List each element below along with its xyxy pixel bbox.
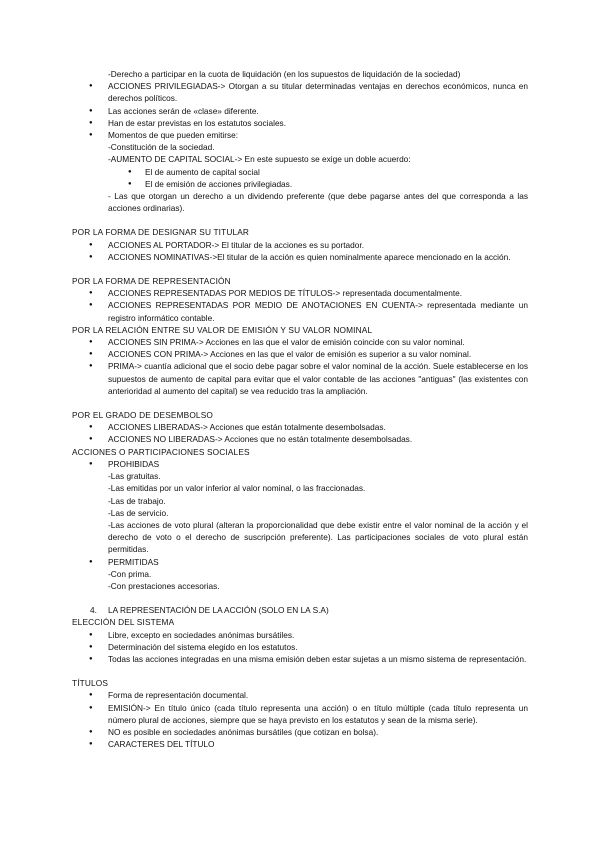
list-item: ● ACCIONES LIBERADAS-> Acciones que están totalmente desembolsadas. (108, 421, 528, 433)
list-item: ● ACCIONES SIN PRIMA-> Acciones en las que el valor de emisión coincide con su valor nominal. (108, 336, 528, 348)
list-item: ● ACCIONES NOMINATIVAS->El titular de la acción es quien nominalmente aparece mencionado en la acción. (108, 251, 528, 263)
section-number: 4. (90, 605, 97, 616)
section-heading: POR LA RELACIÓN ENTRE SU VALOR DE EMISIÓN Y SU VALOR NOMINAL (72, 324, 373, 335)
document-page (0, 68, 600, 750)
section-heading: ELECCIÓN DEL SISTEMA (72, 617, 175, 628)
text-line: -Con prestaciones accesorias. (108, 580, 220, 591)
sub-list-item: ● El de aumento de capital social (145, 166, 528, 178)
list-item: ● ACCIONES AL PORTADOR-> El titular de la acciones es su portador. (108, 239, 528, 251)
numbered-heading (90, 604, 528, 616)
list-item: ● Momentos de que pueden emitirse: (108, 129, 528, 141)
list-item: ● Forma de representación documental. (108, 689, 528, 701)
text-line: -Las de trabajo. (108, 495, 166, 506)
text-line: -Las acciones de voto plural (alteran la proporcionalidad que debe existir entre el valor nominal de la acción y el derecho de voto o el derecho de suscripción preferente). Las participaciones sociales de voto plural están permitidas. (108, 519, 528, 555)
text-line: -Con prima. (108, 568, 152, 579)
section-heading: POR EL GRADO DE DESEMBOLSO (72, 410, 213, 421)
text-line: -Las emitidas por un valor inferior al valor nominal, o las fraccionadas. (108, 483, 366, 494)
list-item: ● NO es posible en sociedades anónimas bursátiles (que cotizan en bolsa). (108, 726, 528, 738)
text-line: - Las que otorgan un derecho a un dividendo preferente (que debe pagarse antes del que corresponda a las acciones ordinarias). (108, 191, 528, 214)
list-item: ● ACCIONES REPRESENTADAS POR MEDIOS DE TÍTULOS-> representada documentalmente. (108, 287, 528, 299)
section-heading: ACCIONES O PARTICIPACIONES SOCIALES (72, 446, 250, 457)
list-item: ● Determinación del sistema elegido en los estatutos. (108, 641, 528, 653)
list-item: ● PROHIBIDAS (108, 458, 528, 470)
list-item: ● Todas las acciones integradas en una misma emisión deben estar sujetas a un mismo sistema de representación. (108, 653, 528, 665)
list-item: ● PERMITIDAS (108, 556, 528, 568)
list-item: ● PRIMA-> cuantía adicional que el socio debe pagar sobre el valor nominal de la acción. Suele establecerse en los supuestos de aumento de capital para evitar que el valor contable de las acciones "antiguas" (las existentes con anterioridad al aumento del capital) se vea reducido tras la ampliación. (108, 360, 528, 397)
list-item: ● Libre, excepto en sociedades anónimas bursátiles. (108, 629, 528, 641)
list-item: ● ACCIONES NO LIBERADAS-> Acciones que no están totalmente desembolsadas. (108, 433, 528, 445)
section-heading: POR LA FORMA DE DESIGNAR SU TITULAR (72, 227, 250, 238)
text-line: -Constitución de la sociedad. (108, 142, 215, 153)
section-heading: TÍTULOS (72, 678, 109, 689)
list-item: ● CARACTERES DEL TÍTULO (108, 738, 528, 750)
list-item: ● EMISIÓN-> En título único (cada título representa una acción) o en título múltiple (cada título representa un número plural de acciones, siempre que se haya previsto en los estatutos y sean de la misma serie). (108, 702, 528, 726)
text-line: -Las gratuitas. (108, 471, 161, 482)
list-item: ● ACCIONES REPRESENTADAS POR MEDIO DE ANOTACIONES EN CUENTA-> representada mediante un registro informático contable. (108, 299, 528, 323)
text-line: -AUMENTO DE CAPITAL SOCIAL-> En este supuesto se exige un doble acuerdo: (108, 154, 411, 165)
list-item: ● Han de estar previstas en los estatutos sociales. (108, 117, 528, 129)
list-item: ● Las acciones serán de «clase» diferente. (108, 105, 528, 117)
list-item: ● ACCIONES PRIVILEGIADAS-> Otorgan a su titular determinadas ventajas en derechos económicos, nunca en derechos políticos. (108, 80, 528, 104)
section-heading: POR LA FORMA DE REPRESENTACIÓN (72, 276, 231, 287)
list-item: ● ACCIONES CON PRIMA-> Acciones en las que el valor de emisión es superior a su valor nominal. (108, 348, 528, 360)
text-line: -Derecho a participar en la cuota de liquidación (en los supuestos de liquidación de la sociedad) (108, 69, 461, 79)
text-line: -Las de servicio. (108, 507, 169, 518)
section-title: LA REPRESENTACIÓN DE LA ACCIÓN (SOLO EN LA S.A) (108, 605, 329, 616)
sub-list-item: ● El de emisión de acciones privilegiadas. (145, 178, 528, 190)
